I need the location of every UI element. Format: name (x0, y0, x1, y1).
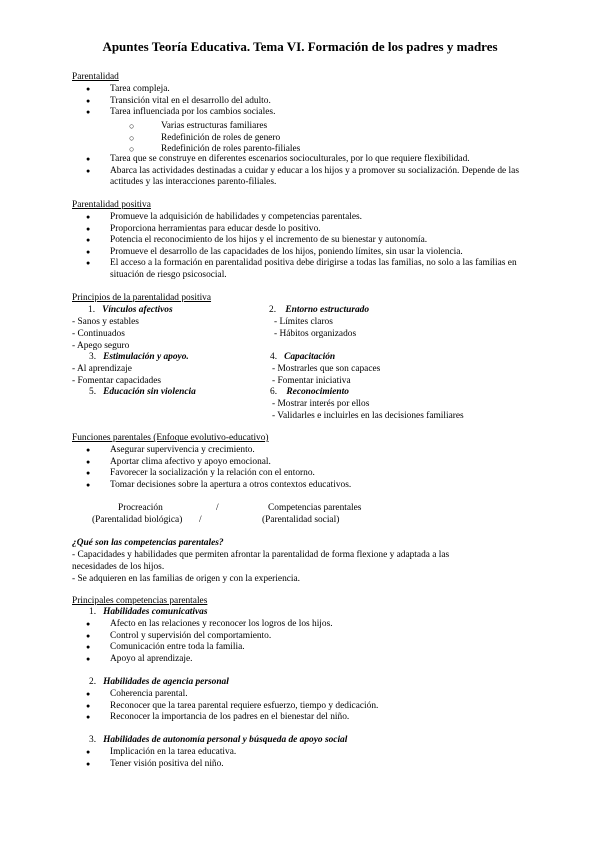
principio-6: 6. Reconocimiento (270, 387, 349, 397)
list-item: ● Afecto en las relaciones y reconocer los logros de los hijos. (72, 619, 532, 631)
list-item: ● El acceso a la formación en parentalidad positiva debe dirigirse a todas las familias, no solo a las familias en situación de riesgo psicosocial. (72, 258, 532, 281)
list-item: - Validarles e incluirles en las decisiones familiares (272, 411, 464, 421)
list-item: - Sanos y estables (72, 317, 139, 327)
list-item: - Fomentar capacidades (72, 376, 162, 386)
list-item: ● Coherencia parental. (72, 689, 532, 701)
list-item: ○ Varias estructuras familiares (72, 121, 532, 133)
section-heading-principios: Principios de la parentalidad positiva (72, 293, 212, 303)
list-item: ● Tarea que se construye en diferentes escenarios socioculturales, por lo que requiere flexibilidad. (72, 154, 532, 166)
list-item: ● Tener visión positiva del niño. (72, 759, 532, 771)
list-item: - Fomentar iniciativa (272, 376, 351, 386)
principio-1: 1. Vínculos afectivos (88, 305, 173, 315)
list-item: ● Control y supervisión del comportamiento. (72, 631, 532, 643)
section-heading-principales: Principales competencias parentales (72, 596, 208, 606)
principio-5: 5. Educación sin violencia (89, 387, 196, 397)
list-item: ● Reconocer la importancia de los padres en el bienestar del niño. (72, 712, 532, 724)
positiva-list (72, 212, 532, 282)
competencias-label: Competencias parentales (268, 503, 362, 513)
text-line: - Capacidades y habilidades que permiten afrontar la parentalidad de forma flexione y adaptada a las (72, 550, 450, 560)
competencias-note: (Parentalidad social) (262, 515, 340, 525)
principio-3: 3. Estimulación y apoyo. (89, 352, 189, 362)
list-item: ● Favorecer la socialización y la relación con el entorno. (72, 468, 532, 480)
list-item: - Límites claros (274, 317, 333, 327)
list-item: - Apego seguro (72, 341, 130, 351)
section-heading-funciones: Funciones parentales (Enfoque evolutivo-educativo) (72, 433, 269, 443)
list-item: ● Transición vital en el desarrollo del adulto. (72, 96, 532, 108)
list-item: ● Promueve la adquisición de habilidades y competencias parentales. (72, 212, 532, 224)
group-1-heading: 1. Habilidades comunicativas (89, 607, 208, 617)
list-item: - Continuados (72, 329, 125, 339)
group-3-list (72, 747, 532, 770)
group-2-list (72, 689, 532, 724)
list-item: - Mostrar interés por ellos (272, 399, 370, 409)
list-item: - Al aprendizaje (72, 364, 132, 374)
list-item: ● Apoyo al aprendizaje. (72, 654, 532, 666)
list-item: ○ Redefinición de roles parento-filiales (72, 144, 532, 156)
text-line: necesidades de los hijos. (72, 562, 165, 572)
list-item: ● Tomar decisiones sobre la apertura a otros contextos educativos. (72, 480, 532, 492)
funciones-list (72, 445, 532, 491)
list-item: ○ Redefinición de roles de genero (72, 133, 532, 145)
list-item: ● Implicación en la tarea educativa. (72, 747, 532, 759)
list-item: ● Aportar clima afectivo y apoyo emocional. (72, 457, 532, 469)
question-heading: ¿Qué son las competencias parentales? (72, 538, 224, 548)
list-item: ● Abarca las actividades destinadas a cuidar y educar a los hijos y a promover su socialización. Depende de las actitudes y las interacciones parento-filiales. (72, 166, 532, 189)
page-title: Apuntes Teoría Educativa. Tema VI. Formación de los padres y madres (102, 39, 498, 54)
principio-2: 2. Entorno estructurado (269, 305, 370, 315)
parentalidad-list (72, 84, 532, 119)
procreacion-label: Procreación (118, 503, 163, 513)
group-2-heading: 2. Habilidades de agencia personal (89, 677, 229, 687)
section-heading-parentalidad: Parentalidad (72, 72, 119, 82)
list-item: ● Reconocer que la tarea parental requiere esfuerzo, tiempo y dedicación. (72, 701, 532, 713)
parentalidad-list-2 (72, 154, 532, 189)
group-3-heading: 3. Habilidades de autonomía personal y búsqueda de apoyo social (89, 735, 348, 745)
separator: / (216, 503, 219, 513)
list-item: ● Tarea compleja. (72, 84, 532, 96)
separator: / (199, 515, 202, 525)
list-item: ● Proporciona herramientas para educar desde lo positivo. (72, 224, 532, 236)
procreacion-note: (Parentalidad biológica) (92, 515, 183, 525)
list-item: ● Promueve el desarrollo de las capacidades de los hijos, poniendo límites, sin usar la violencia. (72, 247, 532, 259)
list-item: - Hábitos organizados (274, 329, 357, 339)
list-item: ● Comunicación entre toda la familia. (72, 642, 532, 654)
list-item: - Mostrarles que son capaces (272, 364, 381, 374)
parentalidad-sublist (72, 121, 532, 156)
list-item: ● Asegurar supervivencia y crecimiento. (72, 445, 532, 457)
group-1-list (72, 619, 532, 665)
list-item: ● Tarea influenciada por los cambios sociales. (72, 107, 532, 119)
text-line: - Se adquieren en las familias de origen y con la experiencia. (72, 574, 301, 584)
section-heading-positiva: Parentalidad positiva (72, 200, 151, 210)
principio-4: 4. Capacitación (270, 352, 336, 362)
list-item: ● Potencia el reconocimiento de los hijos y el incremento de su bienestar y autonomía. (72, 235, 532, 247)
